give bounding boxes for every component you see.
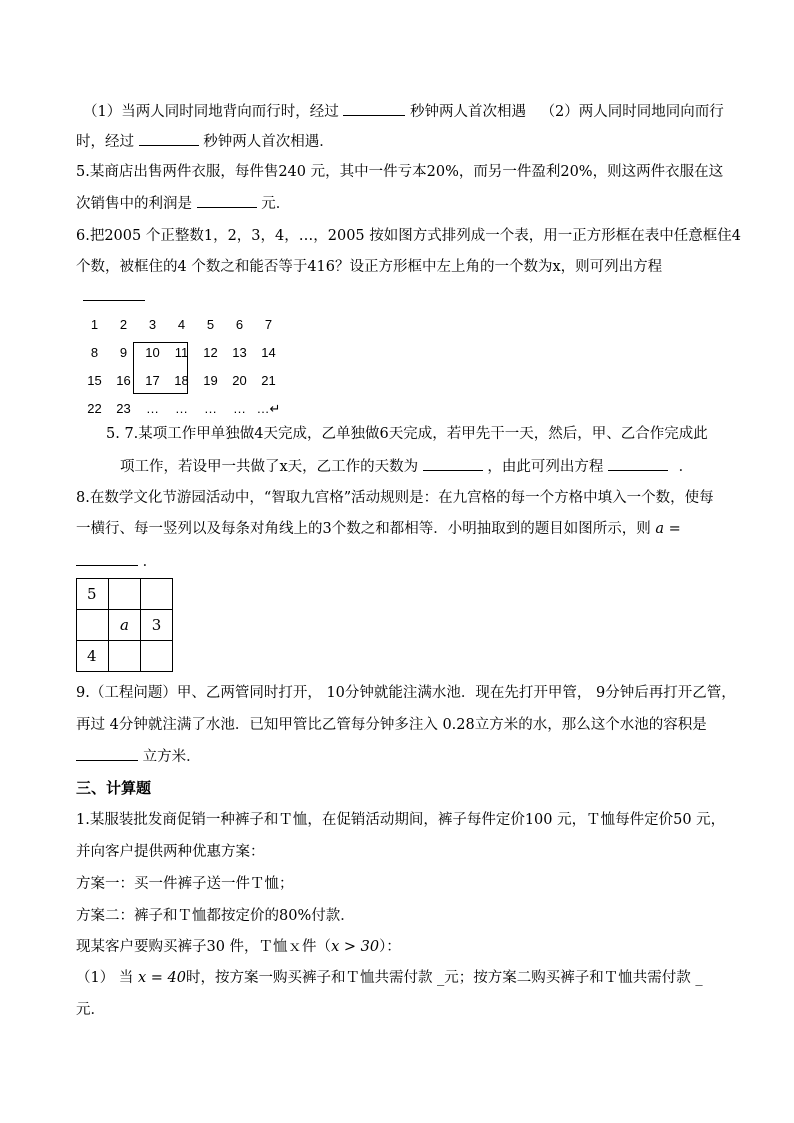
c1-line5 xyxy=(76,937,401,957)
q8-line3 xyxy=(76,551,157,572)
q6-line1: 6.把2005 个正整数1，2，3，4，…，2005 按如图方式排列成一个表，用一正方形框在表中任意框住4 xyxy=(76,228,741,244)
number-cell: 16 xyxy=(116,373,131,388)
number-cell: 18 xyxy=(174,373,189,388)
number-cell: 10 xyxy=(145,345,160,360)
answer-blank[interactable] xyxy=(197,193,257,208)
number-cell: 21 xyxy=(261,373,276,388)
magic-cell: 4 xyxy=(77,641,109,672)
number-cell: 6 xyxy=(235,317,244,332)
q9-line2: 再过 4分钟就注满了水池．已知甲管比乙管每分钟多注入 0.28立方米的水，那么这个水池的容积是 xyxy=(76,717,707,733)
q6-equation-blank[interactable] xyxy=(83,286,145,307)
number-cell: 4 xyxy=(177,317,186,332)
magic-cell: 3 xyxy=(141,610,173,641)
q4-part2-text: （2）两人同时同地同向而行 xyxy=(540,104,724,120)
q4-part1-text: （1）当两人同时同地背向而行时，经过 xyxy=(83,104,339,120)
answer-blank[interactable] xyxy=(423,456,483,471)
number-cell: 23 xyxy=(116,401,131,416)
c1-text-end: ）： xyxy=(379,939,401,955)
c1-part1-label: （1） 当 xyxy=(76,970,134,986)
answer-blank[interactable] xyxy=(608,456,668,471)
c1-plan2: 方案二：裤子和Ｔ恤都按定价的80%付款． xyxy=(76,908,355,924)
answer-blank[interactable] xyxy=(343,101,405,116)
c1-condition: x > 30 xyxy=(331,939,380,955)
number-cell: 3 xyxy=(148,317,157,332)
number-cell: 2 xyxy=(119,317,128,332)
number-cell: … xyxy=(175,401,188,416)
number-cell: 12 xyxy=(203,345,218,360)
q8-text: 一横行、每一竖列以及每条对角线上的3个数之和都相等．小明抽取到的题目如图所示，则 xyxy=(76,521,651,537)
magic-cell xyxy=(141,641,173,672)
answer-blank[interactable] xyxy=(76,551,138,566)
number-cell: 15 xyxy=(87,373,102,388)
number-cell: 14 xyxy=(261,345,276,360)
magic-square xyxy=(76,578,173,672)
q8-line2 xyxy=(76,519,681,539)
number-cell: 9 xyxy=(119,345,128,360)
number-cell: 13 xyxy=(232,345,247,360)
c1-line1: 1.某服装批发商促销一种裤子和Ｔ恤，在促销活动期间，裤子每件定价100 元，Ｔ恤每件定价50 元， xyxy=(76,812,726,828)
q9-line3 xyxy=(76,746,201,767)
q9-line1: 9.（工程问题）甲、乙两管同时打开， 10分钟就能注满水池．现在先打开甲管， 9分钟后再打开乙管， xyxy=(76,685,736,701)
q4-part2-prefix: 时，经过 xyxy=(76,134,134,150)
q6-line2: 个数，被框住的4 个数之和能否等于416？设正方形框中左上角的一个数为x，则可列出方程 xyxy=(76,259,663,275)
number-cell: … xyxy=(146,401,159,416)
section-title: 三、计算题 xyxy=(76,779,152,797)
number-cell: 22 xyxy=(87,401,102,416)
q5-unit: 元． xyxy=(261,196,291,212)
number-cell: 20 xyxy=(232,373,247,388)
c1-x-value: x = 40 xyxy=(137,970,186,986)
answer-blank[interactable] xyxy=(83,286,145,301)
number-cell: 19 xyxy=(203,373,218,388)
q7-text: 项工作，若设甲一共做了x天，乙工作的天数为 xyxy=(120,459,419,475)
answer-blank[interactable] xyxy=(139,131,199,146)
q7-end: ． xyxy=(678,459,694,475)
number-cell: 1 xyxy=(90,317,99,332)
q5-line2 xyxy=(76,193,290,214)
q7-line2 xyxy=(120,456,693,477)
q5-text: 次销售中的利润是 xyxy=(76,196,192,212)
c1-line6 xyxy=(76,968,703,988)
q4-line2 xyxy=(76,131,334,152)
number-cell: 17 xyxy=(145,373,160,388)
c1-plan1: 方案一：买一件裤子送一件Ｔ恤； xyxy=(76,876,294,892)
number-cell: 11 xyxy=(174,345,189,360)
number-cell: 7 xyxy=(264,317,273,332)
square-frame xyxy=(133,342,188,394)
q8-end: ． xyxy=(142,554,158,570)
q4-part2-end: 秒钟两人首次相遇． xyxy=(203,134,334,150)
c1-line7: 元． xyxy=(76,1002,105,1018)
number-cell: … xyxy=(204,401,217,416)
number-cell: … xyxy=(233,401,246,416)
number-cell: …↵ xyxy=(256,401,281,416)
c1-line2: 并向客户提供两种优惠方案： xyxy=(76,844,265,860)
magic-cell xyxy=(77,610,109,641)
q7-line1: 5. 7.某项工作甲单独做4天完成，乙单独做6天完成，若甲先干一天，然后，甲、乙合作完成此 xyxy=(106,426,708,442)
q5-line1: 5.某商店出售两件衣服，每件售240 元，其中一件亏本20%，而另一件盈利20%，则这两件衣服在这 xyxy=(76,164,724,180)
number-cell: 5 xyxy=(206,317,215,332)
magic-cell xyxy=(109,641,141,672)
number-cell: 8 xyxy=(90,345,99,360)
q7-text-2: ，由此可列出方程 xyxy=(487,459,604,475)
q9-unit: 立方米． xyxy=(142,749,201,765)
q8-line1: 8.在数学文化节游园活动中，“智取九宫格”活动规则是：在九宫格的每一个方格中填入一个数，使每 xyxy=(76,490,714,506)
c1-text: 现某客户要购买裤子30 件，Ｔ恤ｘ件（ xyxy=(76,939,332,955)
q8-variable: a = xyxy=(655,521,681,537)
magic-cell: a xyxy=(109,610,141,641)
magic-cell: 5 xyxy=(77,579,109,610)
q4-part1-end: 秒钟两人首次相遇 xyxy=(409,104,526,120)
answer-blank[interactable] xyxy=(76,746,138,761)
q4-line1 xyxy=(83,101,724,122)
c1-part1-text: 时，按方案一购买裤子和Ｔ恤共需付款 _元；按方案二购买裤子和Ｔ恤共需付款 _ xyxy=(185,970,703,986)
magic-cell xyxy=(141,579,173,610)
magic-cell xyxy=(109,579,141,610)
